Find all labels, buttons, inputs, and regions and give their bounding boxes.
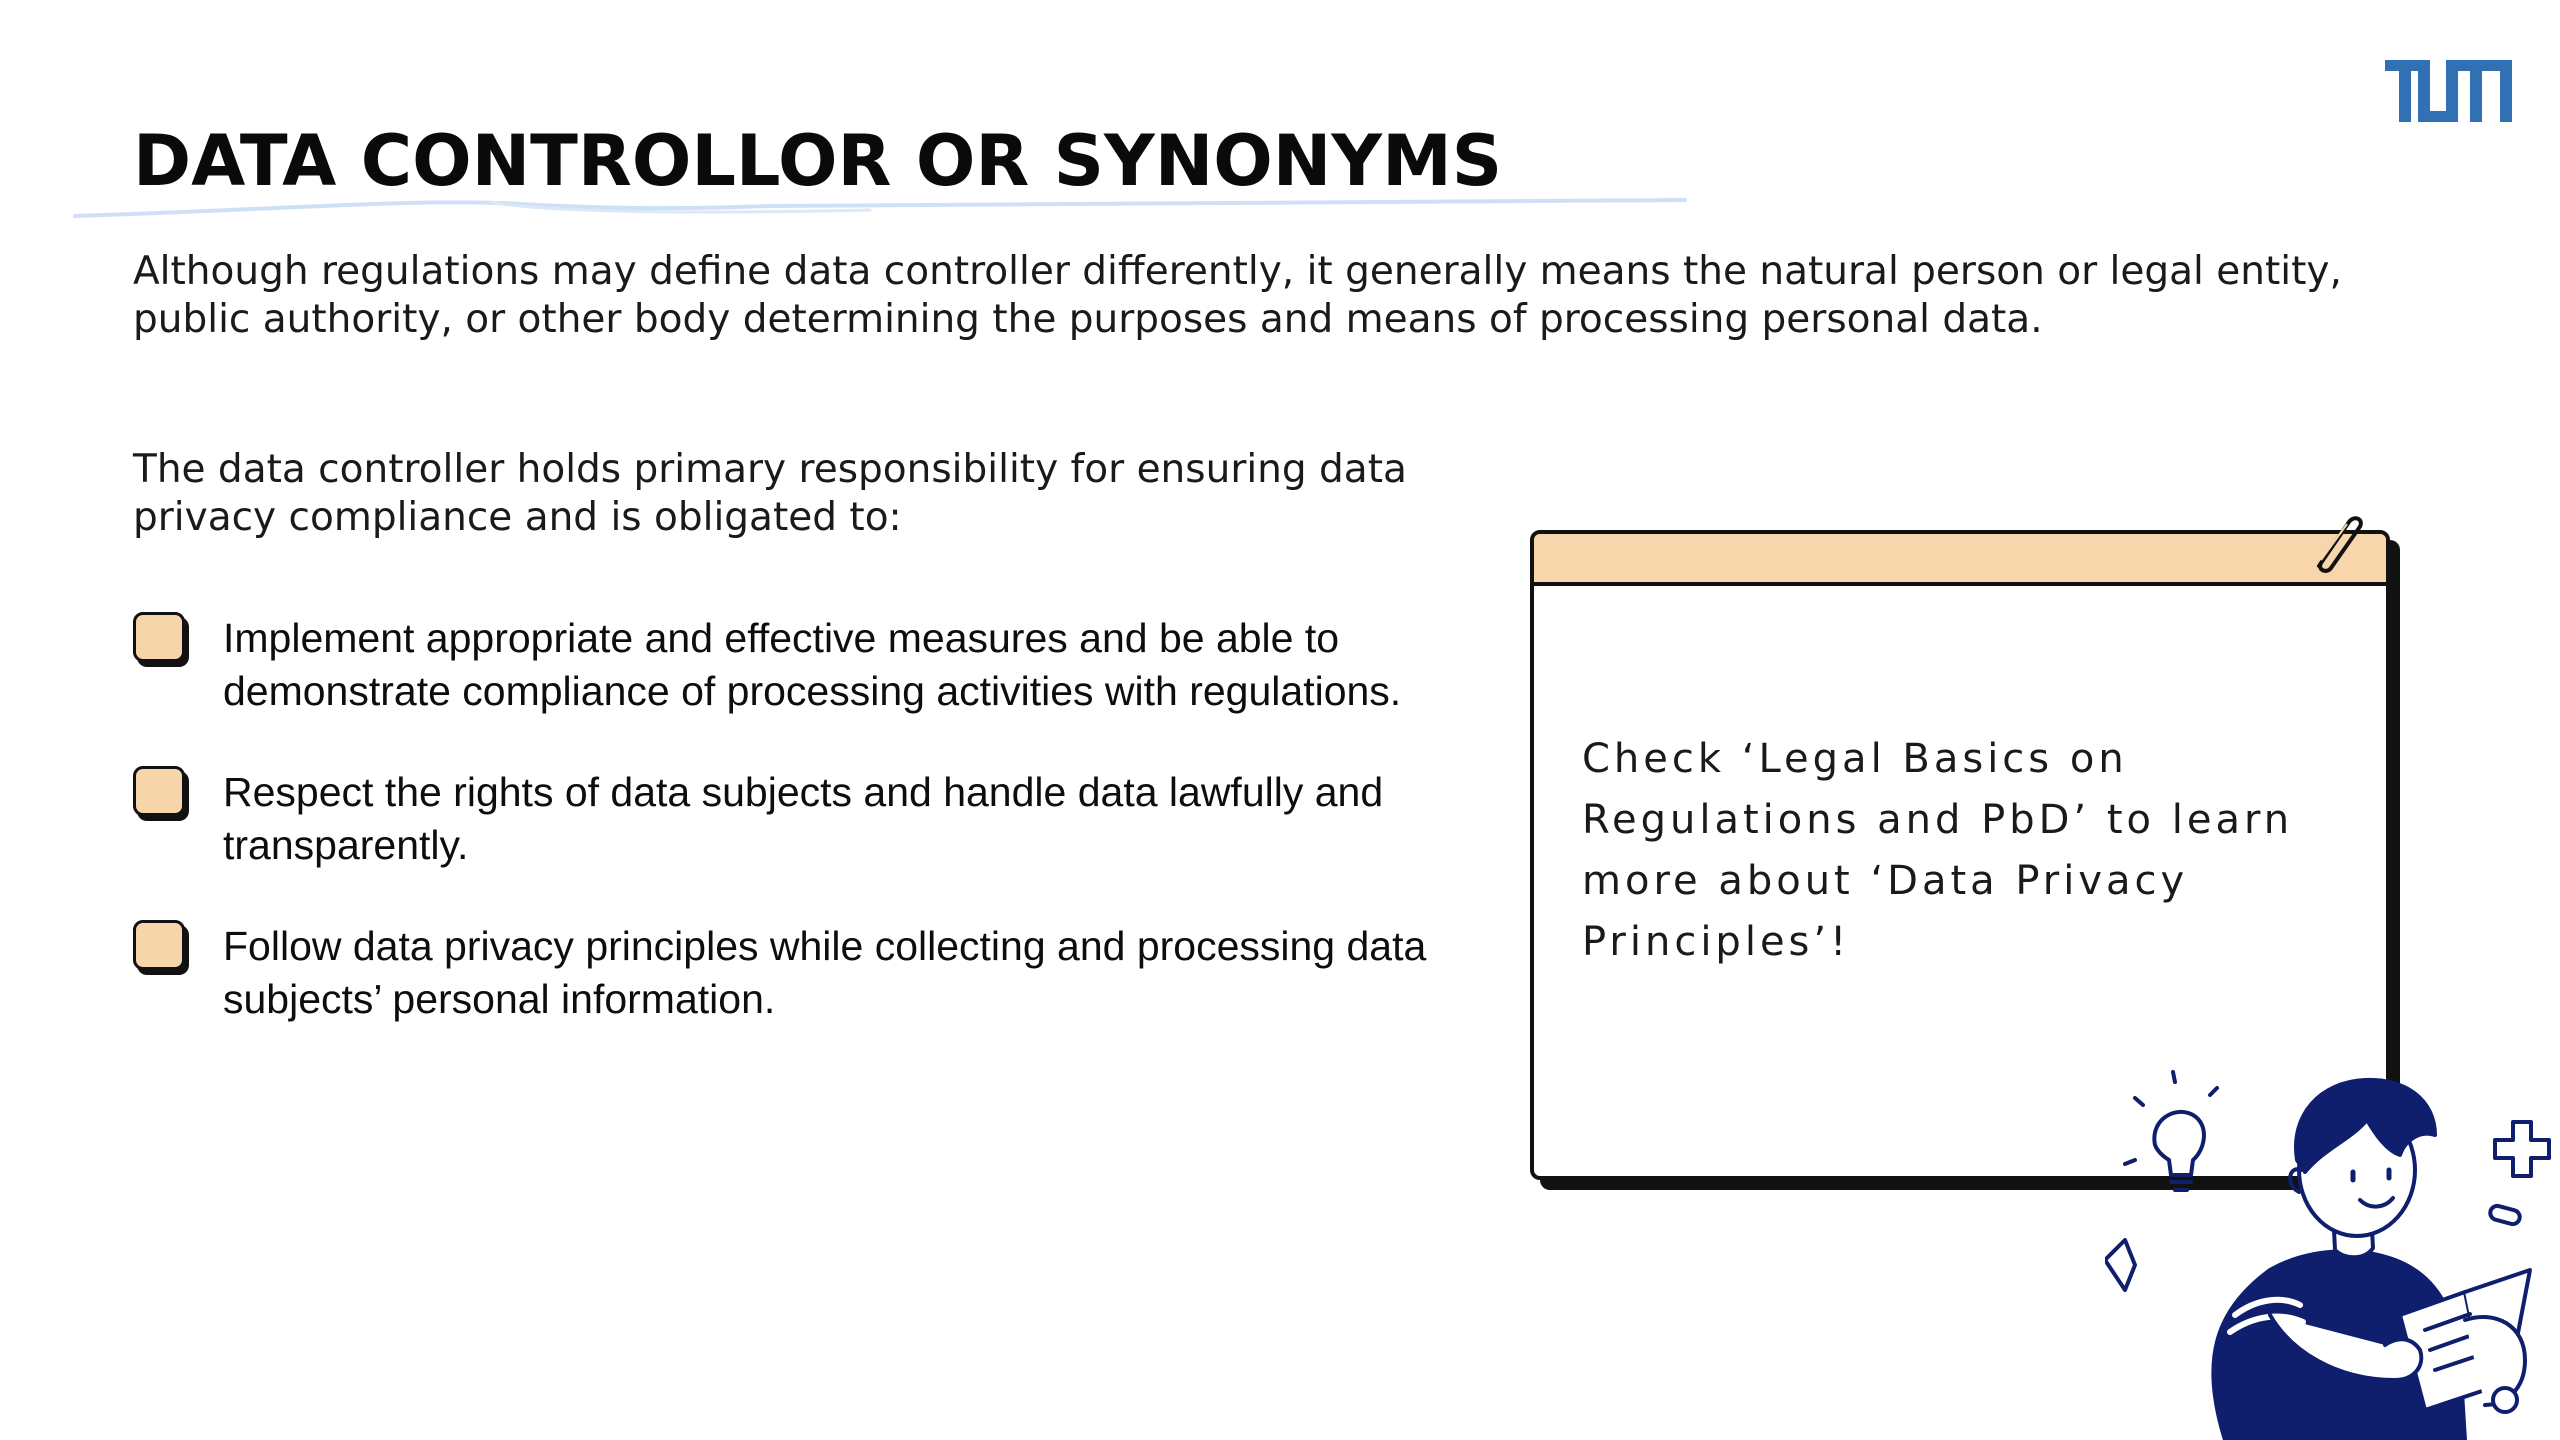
checkbox-icon [133,920,185,970]
obligation-text: Follow data privacy principles while collecting and processing data subjects’ personal information. [223,923,1427,1022]
checkbox-icon [133,766,185,816]
obligation-item [133,920,1433,1026]
checkbox-icon [133,612,185,662]
obligation-item [133,612,1433,718]
tum-logo [2385,60,2513,122]
page-title: DATA CONTROLLOR OR SYNONYMS [133,120,1503,202]
paperclip-icon [2305,508,2365,578]
obligation-text: Implement appropriate and effective measures and be able to demonstrate compliance of processing activities with regulations. [223,615,1402,714]
note-card-header [1534,534,2386,586]
note-card-text: Check ‘Legal Basics on Regulations and PbD’ to learn more about ‘Data Privacy Principles’! [1582,736,2294,965]
intro-paragraph: Although regulations may define data controller differently, it generally means the natural person or legal entity, public authority, or other body determining the purposes and means of processing personal data. [133,249,2342,342]
person-reading-book-illustration [2105,1060,2560,1440]
title-underline [70,192,1690,222]
obligation-text: Respect the rights of data subjects and handle data lawfully and transparently. [223,769,1384,868]
obligation-item [133,766,1433,872]
obligations-list [133,612,1433,1026]
lead-paragraph: The data controller holds primary responsibility for ensuring data privacy compliance and is obligated to: [133,447,1407,540]
